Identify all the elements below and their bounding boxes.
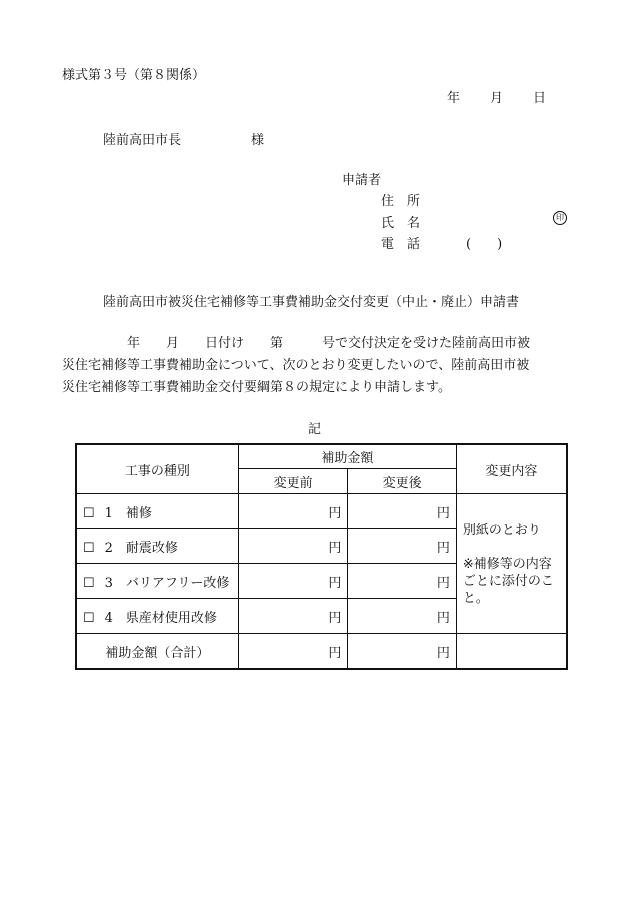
document-title: 陸前高田市被災住宅補修等工事費補助金交付変更（中止・廃止）申請書 xyxy=(103,295,520,310)
total-change xyxy=(456,634,567,670)
total-row xyxy=(76,634,567,670)
seal-mark: 印 xyxy=(553,211,567,225)
checkbox[interactable]: ☐ xyxy=(83,505,95,521)
form-number: 様式第３号（第８関係） xyxy=(62,68,206,83)
work-type-cell xyxy=(76,529,238,564)
header-after: 変更後 xyxy=(348,469,457,494)
work-type-label: 2 耐震改修 xyxy=(104,540,178,556)
amount-after: 円 xyxy=(348,494,457,529)
table-row xyxy=(76,494,567,529)
work-type-cell xyxy=(76,564,238,599)
body-line: 年 月 日付け 第 号で交付決定を受けた陸前高田市被 xyxy=(62,336,531,351)
amount-after: 円 xyxy=(348,599,457,634)
change-note-1: 別紙のとおり xyxy=(462,523,541,538)
name-label: 氏 名 xyxy=(381,216,421,231)
body-line: 災住宅補修等工事費補助金交付要綱第８の規定により申請します。 xyxy=(62,380,451,395)
phone-paren: ( ) xyxy=(466,237,503,252)
header-change: 変更内容 xyxy=(456,444,567,494)
header-before: 変更前 xyxy=(238,469,348,494)
applicant-label: 申請者 xyxy=(342,173,382,188)
checkbox[interactable]: ☐ xyxy=(83,610,95,626)
total-before: 円 xyxy=(238,634,348,670)
amount-before: 円 xyxy=(238,564,348,599)
change-note-2: ※補修等の内容ごとに添付のこと。 xyxy=(462,557,554,606)
date-year: 年 xyxy=(447,91,461,106)
work-type-label: 4 県産材使用改修 xyxy=(104,610,217,626)
address-label: 住 所 xyxy=(381,194,421,209)
amount-after: 円 xyxy=(348,564,457,599)
addressee-name: 陸前高田市長 xyxy=(103,133,182,148)
work-type-cell xyxy=(76,494,238,529)
work-type-label: 3 バリアフリー改修 xyxy=(104,575,230,591)
work-type-cell xyxy=(76,599,238,634)
checkbox[interactable]: ☐ xyxy=(83,540,95,556)
date-line xyxy=(447,87,546,106)
date-month: 月 xyxy=(490,91,504,106)
body-line: 災住宅補修等工事費補助金について、次のとおり変更したいので、陸前高田市被 xyxy=(62,358,530,373)
date-day: 日 xyxy=(533,91,547,106)
amount-before: 円 xyxy=(238,529,348,564)
addressee-honorific: 様 xyxy=(251,133,265,148)
header-work-type: 工事の種別 xyxy=(76,444,238,494)
amount-after: 円 xyxy=(348,529,457,564)
body-text xyxy=(62,333,582,399)
total-label: 補助金額（合計） xyxy=(76,634,238,670)
work-type-label: 1 補修 xyxy=(104,505,152,521)
addressee xyxy=(103,129,265,148)
amount-before: 円 xyxy=(238,599,348,634)
amount-before: 円 xyxy=(238,494,348,529)
phone-label: 電 話 xyxy=(381,237,421,252)
subsidy-table xyxy=(75,443,568,670)
checkbox[interactable]: ☐ xyxy=(83,575,95,591)
header-amount: 補助金額 xyxy=(238,444,456,469)
ki-heading: 記 xyxy=(308,422,322,437)
change-content xyxy=(456,494,567,634)
total-after: 円 xyxy=(348,634,457,670)
